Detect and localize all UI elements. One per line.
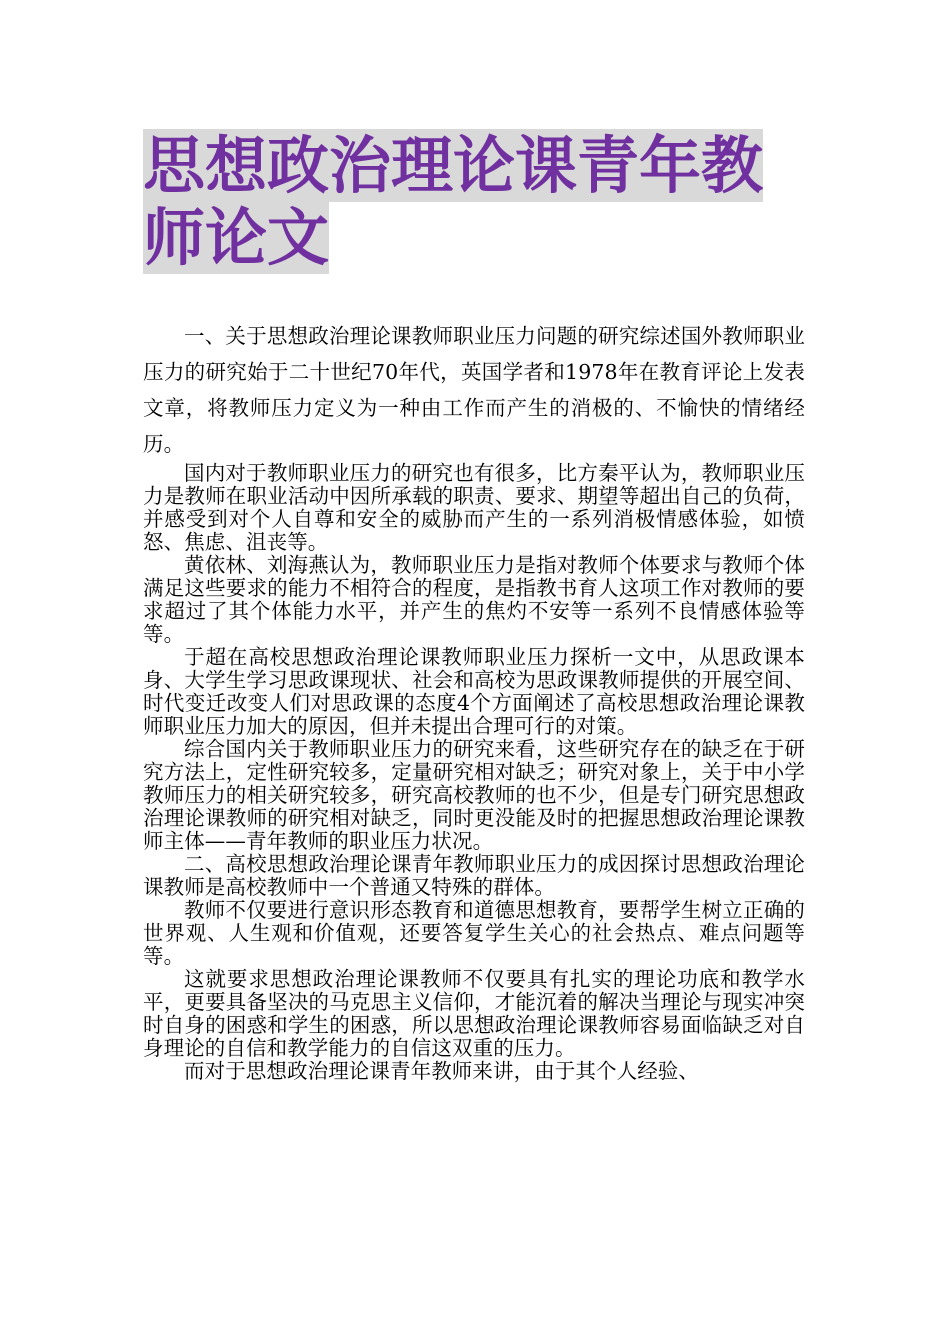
- paragraph-6: 二、高校思想政治理论课青年教师职业压力的成因探讨思想政治理论课教师是高校教师中一个普通又特殊的群体。: [143, 852, 805, 899]
- title-highlight: 思想政治理论课青年教师论文: [143, 129, 764, 274]
- paragraph-7: 教师不仅要进行意识形态教育和道德思想教育，要帮学生树立正确的世界观、人生观和价值观，还要答复学生关心的社会热点、难点问题等等。: [143, 898, 805, 968]
- paragraph-1: 一、关于思想政治理论课教师职业压力问题的研究综述国外教师职业压力的研究始于二十世纪70年代，英国学者和1978年在教育评论上发表文章，将教师压力定义为一种由工作而产生的消极的、不愉快的情绪经历。: [143, 324, 805, 456]
- document-body: [143, 318, 805, 1083]
- paragraph-8: 这就要求思想政治理论课教师不仅要具有扎实的理论功底和教学水平，更要具备坚决的马克思主义信仰，才能沉着的解决当理论与现实冲突时自身的困惑和学生的困惑，所以思想政治理论课教师容易面临缺乏对自身理论的自信和教学能力的自信这双重的压力。: [143, 967, 805, 1060]
- paragraph-2: 国内对于教师职业压力的研究也有很多，比方秦平认为，教师职业压力是教师在职业活动中因所承载的职责、要求、期望等超出自己的负荷，并感受到对个人自尊和安全的威胁而产生的一系列消极情感体验，如愤怒、焦虑、沮丧等。: [143, 461, 805, 554]
- paragraph-9: 而对于思想政治理论课青年教师来讲，由于其个人经验、: [184, 1059, 699, 1083]
- document-title: [143, 130, 808, 274]
- paragraph-3: 黄依林、刘海燕认为，教师职业压力是指对教师个体要求与教师个体满足这些要求的能力不相符合的程度，是指教书育人这项工作对教师的要求超过了其个体能力水平，并产生的焦灼不安等一系列不良情感体验等等。: [143, 553, 805, 646]
- paragraph-5: 综合国内关于教师职业压力的研究来看，这些研究存在的缺乏在于研究方法上，定性研究较多，定量研究相对缺乏；研究对象上，关于中小学教师压力的相关研究较多，研究高校教师的也不少，但是专门研究思想政治理论课教师的研究相对缺乏，同时更没能及时的把握思想政治理论课教师主体——青年教师的职业压力状况。: [143, 737, 805, 853]
- paragraph-4: 于超在高校思想政治理论课教师职业压力探析一文中，从思政课本身、大学生学习思政课现状、社会和高校为思政课教师提供的开展空间、时代变迁改变人们对思政课的态度4个方面阐述了高校思想政治理论课教师职业压力加大的原因，但并未提出合理可行的对策。: [143, 645, 805, 738]
